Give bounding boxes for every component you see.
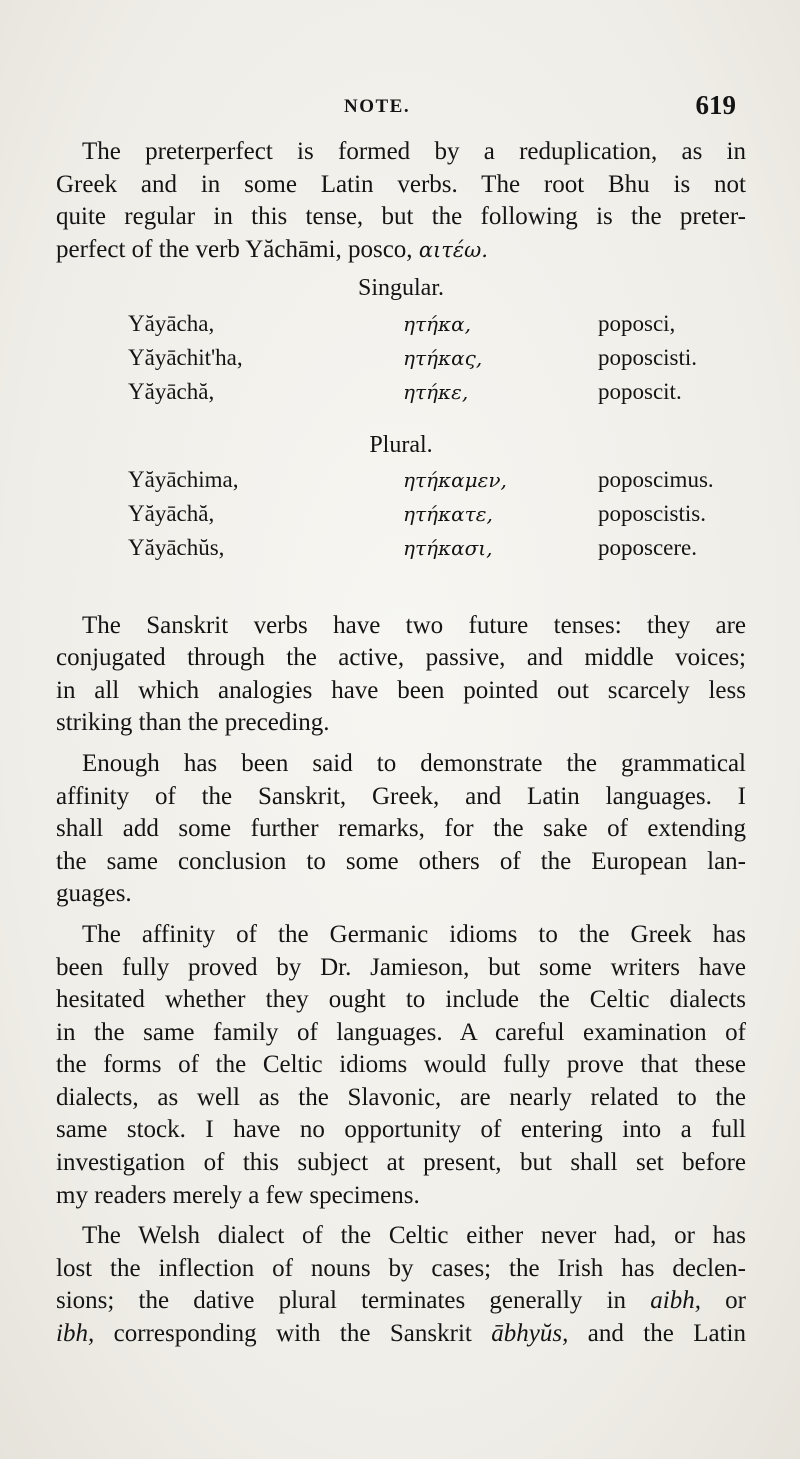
text-line: conjugated through the active, passive, and middle voices; [56,644,746,672]
text-line: same stock. I have no opportunity of entering into a full [56,1116,746,1144]
paragraph-preterperfect [56,136,746,266]
text-line [56,1318,746,1351]
singular-conjugation [56,272,746,409]
text-line: my readers merely a few specimens. [56,1181,420,1209]
text-fragment: corresponding with the Sanskrit [113,1320,472,1348]
text-fragment: or [725,1287,746,1315]
latin-form: poposcere. [598,535,697,561]
plural-heading: Plural. [369,431,433,458]
text-line: The affinity of the Germanic idioms to the Greek has [82,920,746,948]
italic-term: ābhyŭs, [491,1320,569,1348]
greek-form: ητήκα, [403,311,472,336]
text-line: the same conclusion to some others of the European lan- [56,847,746,875]
table-row [56,375,746,409]
text-line: quite regular in this tense, but the following is the preter- [56,203,746,231]
text-line: hesitated whether they ought to include the Celtic dialects [56,986,746,1014]
sanskrit-form: Yăyāchit'ha, [128,344,243,370]
sanskrit-form: Yăyācha, [128,310,215,336]
text-line: dialects, as well as the Slavonic, are nearly related to the [56,1083,746,1111]
paragraph-future-tenses [56,610,746,740]
text-line [56,1285,746,1318]
sanskrit-form: Yăyāchŭs, [128,535,225,561]
paragraph-welsh-dialect [56,1220,746,1350]
latin-form: poposcistis. [598,501,706,527]
italic-term: ibh, [56,1320,95,1348]
greek-form: ητήκαμεν, [403,468,507,493]
latin-form: poposcit. [598,378,682,404]
page-body [56,136,746,1351]
text-line: in all which analogies have been pointed out scarcely less [56,676,746,704]
text-line: striking than the preceding. [56,709,330,737]
text-line: guages. [56,880,132,908]
text-fragment: sions; the dative plural terminates generally in [56,1287,627,1315]
paragraph-germanic-celtic [56,919,746,1212]
greek-form: ητήκασι, [403,536,493,561]
plural-table [56,464,746,566]
running-title: NOTE. [344,96,411,117]
text-line: The Welsh dialect of the Celtic either never had, or has [82,1222,746,1250]
text-line: affinity of the Sanskrit, Greek, and Latin languages. I [56,782,746,810]
text-line: in the same family of languages. A careful examination of [56,1018,746,1046]
text-line: The preterperfect is formed by a reduplication, as in [82,138,746,165]
text-line: lost the inflection of nouns by cases; the Irish has declen- [56,1254,746,1282]
text-fragment: perfect of the verb Yăchāmi, posco, [56,235,413,263]
plural-conjugation [56,429,746,566]
text-line: been fully proved by Dr. Jamieson, but some writers have [56,953,746,981]
text-line: shall add some further remarks, for the sake of extending [56,815,746,843]
table-row [56,498,746,532]
sanskrit-form: Yăyāchă, [128,501,215,527]
text-line [56,234,746,267]
singular-table [56,307,746,409]
page-number: 619 [695,90,736,120]
text-line: The Sanskrit verbs have two future tenses: they are [82,611,746,639]
latin-form: poposcisti. [598,344,698,370]
greek-form: ητήκας, [403,345,483,370]
table-row [56,341,746,375]
greek-word: αιτέω. [418,237,488,262]
paragraph-grammatical-affinity [56,748,746,911]
latin-form: poposci, [598,310,676,336]
sanskrit-form: Yăyāchima, [128,467,239,493]
greek-form: ητήκε, [403,379,469,404]
text-fragment: and the Latin [587,1320,747,1348]
page-header [82,92,740,128]
table-row [56,464,746,498]
singular-heading: Singular. [357,275,444,302]
greek-form: ητήκατε, [403,502,493,527]
text-line: Greek and in some Latin verbs. The root Bhu is not [56,170,746,198]
table-row [56,307,746,341]
table-row [56,532,746,566]
text-line: the forms of the Celtic idioms would fully prove that these [56,1051,746,1079]
latin-form: poposcimus. [598,467,714,493]
text-line: investigation of this subject at present, but shall set before [56,1149,746,1177]
text-line: Enough has been said to demonstrate the grammatical [82,749,746,777]
sanskrit-form: Yăyāchă, [128,378,215,404]
italic-term: aibh, [650,1287,701,1315]
